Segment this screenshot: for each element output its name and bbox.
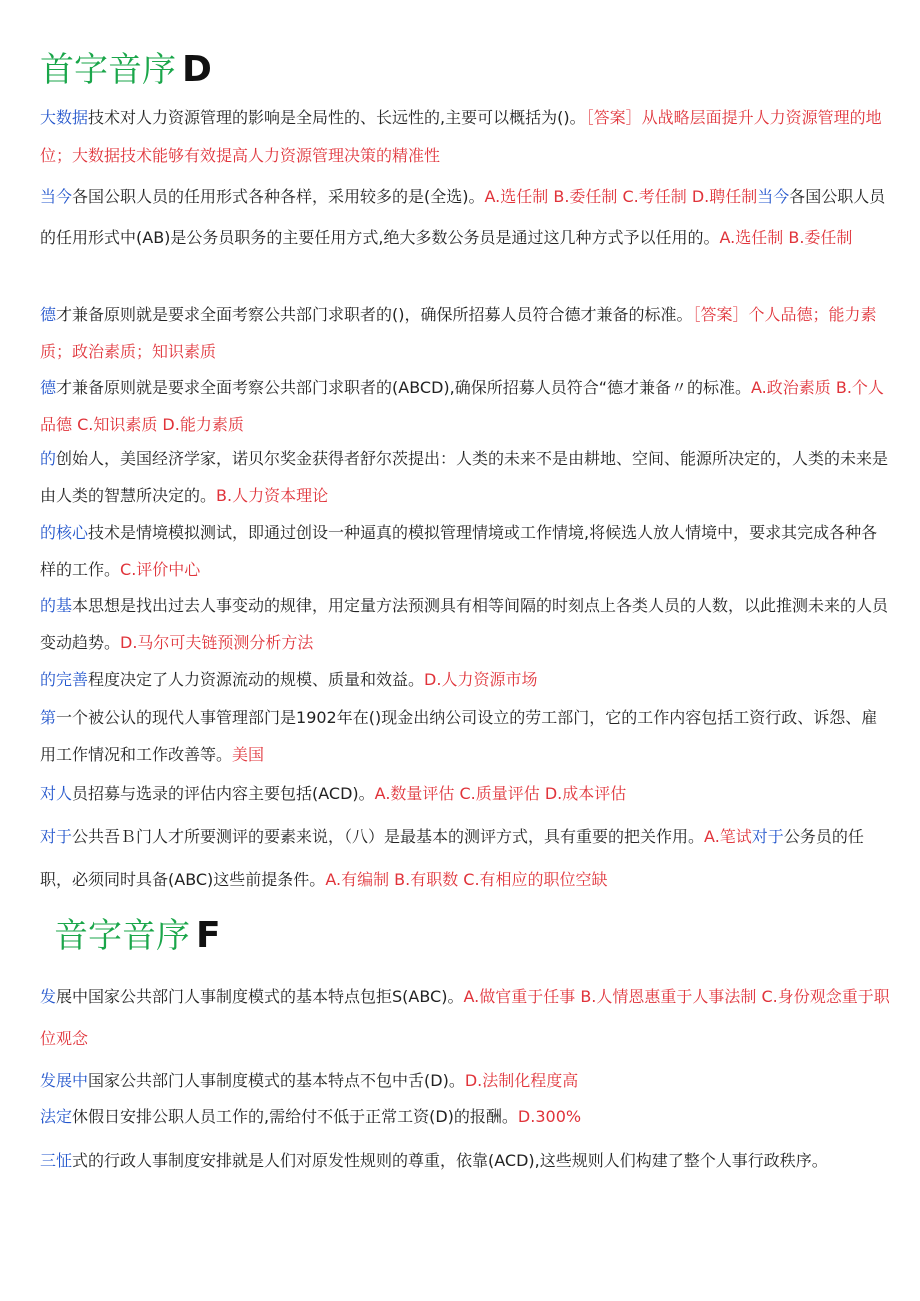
entry-question: 国家公共部门人事制度模式的基本特点不包中舌(D)。	[88, 1071, 465, 1090]
entry-question: 式的行政人事制度安排就是人们对原发性规则的尊重，依靠(ACD),这些规则人们构建了整个人事行政秩序。	[72, 1151, 828, 1170]
entry-lead: 对于	[40, 827, 73, 846]
entry-answer: ［答案］从战略层面提升人力资源管理的地位；大数据技术能够有效提高人力资源管理决策的精准性	[40, 108, 882, 165]
entry-answer: A.数量评估 C.质量评估 D.成本评估	[374, 784, 627, 803]
entry-lead: 德	[40, 305, 57, 324]
entry-question: 各国公职人员的任用形式中(AB)是公务员职务的主要任用方式,绝大多数公务员是通过这几种方式予以任用的。	[40, 187, 886, 247]
entry-question: 才兼备原则就是要求全面考察公共部门求职者的()，确保所招募人员符合德才兼备的标准。	[56, 305, 693, 324]
entry-answer: ［答案］个人品德；能力素质；政治素质；知识素质	[40, 305, 877, 361]
entry-question: 休假日安排公职人员工作的,需给付不低于正常工资(D)的报酬。	[72, 1107, 518, 1126]
entry-appointment-forms	[40, 176, 890, 258]
entry-answer: A.做官重于任事 B.人情恩惠重于人事法制 C.身份观念重于职位观念	[40, 987, 890, 1048]
entry-question: 技术对人力资源管理的影响是全局性的、长远性的,主要可以概括为()。	[88, 108, 586, 127]
entry-written-test	[40, 815, 890, 901]
entry-answer: B.人力资本理论	[216, 486, 329, 505]
section-letter: F	[196, 915, 221, 956]
section-heading-f	[54, 914, 221, 958]
entry-human-capital	[40, 440, 890, 514]
entry-lead: 当今	[40, 187, 73, 206]
entry-developing-country-features	[40, 976, 890, 1060]
section-letter: D	[182, 49, 212, 90]
entry-hr-market	[40, 661, 890, 698]
entry-markov-chain	[40, 587, 890, 661]
entry-holiday-pay	[40, 1098, 890, 1136]
entry-answer: D.马尔可夫链预测分析方法	[120, 633, 314, 652]
section-title: 音字音序	[54, 916, 190, 956]
entry-lead: 发展中	[40, 1071, 89, 1090]
entry-lead: 当今	[757, 187, 790, 206]
entry-lead: 对于	[751, 827, 784, 846]
entry-answer: C.评价中心	[120, 560, 201, 579]
entry-developing-country-exclusion	[40, 1062, 890, 1100]
entry-lead: 发	[40, 987, 57, 1006]
entry-question: 创始人，美国经济学家，诺贝尔奖金获得者舒尔茨提出：人类的未来不是由耕地、空间、能源所决定的，人类的未来是由人类的智慧所决定的。	[40, 449, 889, 505]
entry-question: 程度决定了人力资源流动的规模、质量和效益。	[88, 670, 425, 689]
entry-lead: 的	[40, 449, 57, 468]
entry-answer: A.选任制 B.委任制 C.考任制 D.聘任制	[484, 187, 758, 206]
entry-question: 技术是情境模拟测试，即通过创设一种逼真的模拟管理情境或工作情境,将候选人放人情境中，要求其完成各种各样的工作。	[40, 523, 878, 579]
entry-question: 才兼备原则就是要求全面考察公共部门求职者的(ABCD),确保所招募人员符合“德才兼备〃的标准。	[56, 378, 752, 397]
entry-answer: 美国	[232, 745, 265, 764]
entry-question: 员招募与选录的评估内容主要包括(ACD)。	[72, 784, 375, 803]
entry-lead: 的完善	[40, 670, 89, 689]
entry-virtue-talent-2	[40, 369, 890, 443]
entry-question: 公共吾Ｂ门人才所要测评的要素来说，（八）是最基本的测评方式，具有重要的把关作用。	[72, 827, 705, 846]
entry-recruitment-evaluation	[40, 775, 890, 813]
entry-lead: 的基	[40, 596, 73, 615]
entry-answer: A.有编制 B.有职数 C.有相应的职位空缺	[325, 870, 608, 889]
entry-question: 一个被公认的现代人事管理部门是1902年在()现金出纳公司设立的劳工部门，它的工作内容包括工资行政、诉怨、雇用工作情况和工作改善等。	[40, 708, 878, 764]
entry-assessment-center	[40, 514, 890, 588]
entry-lead: 法定	[40, 1107, 73, 1126]
entry-lead: 对人	[40, 784, 73, 803]
entry-question: 本思想是找出过去人事变动的规律，用定量方法预测具有相等间隔的时刻点上各类人员的人数，以此推测未来的人员变动趋势。	[40, 596, 889, 652]
entry-answer: A.笔试	[704, 827, 752, 846]
entry-lead: 第	[40, 708, 57, 727]
entry-big-data	[40, 99, 890, 175]
entry-answer: D.人力资源市场	[424, 670, 538, 689]
entry-question: 展中国家公共部门人事制度模式的基本特点包拒S(ABC)。	[56, 987, 464, 1006]
section-heading-d	[40, 48, 212, 92]
entry-administrative-order	[40, 1142, 890, 1180]
entry-virtue-talent-1	[40, 296, 890, 370]
entry-lead: 大数据	[40, 108, 89, 127]
entry-lead: 的核心	[40, 523, 89, 542]
entry-answer: D.法制化程度高	[464, 1071, 579, 1090]
entry-answer: A.选任制 B.委任制	[719, 228, 853, 247]
entry-lead: 三怔	[40, 1151, 73, 1170]
entry-question: 公务员的任职，必须同时具备(ABC)这些前提条件。	[40, 827, 864, 889]
entry-lead: 德	[40, 378, 57, 397]
entry-answer: D.300%	[517, 1107, 582, 1126]
entry-question: 各国公职人员的任用形式各种各样，采用较多的是(全选)。	[72, 187, 485, 206]
entry-first-hr-department	[40, 699, 890, 773]
entry-answer: A.政治素质 B.个人品德 C.知识素质 D.能力素质	[40, 378, 884, 434]
section-title: 首字音序	[40, 50, 176, 90]
